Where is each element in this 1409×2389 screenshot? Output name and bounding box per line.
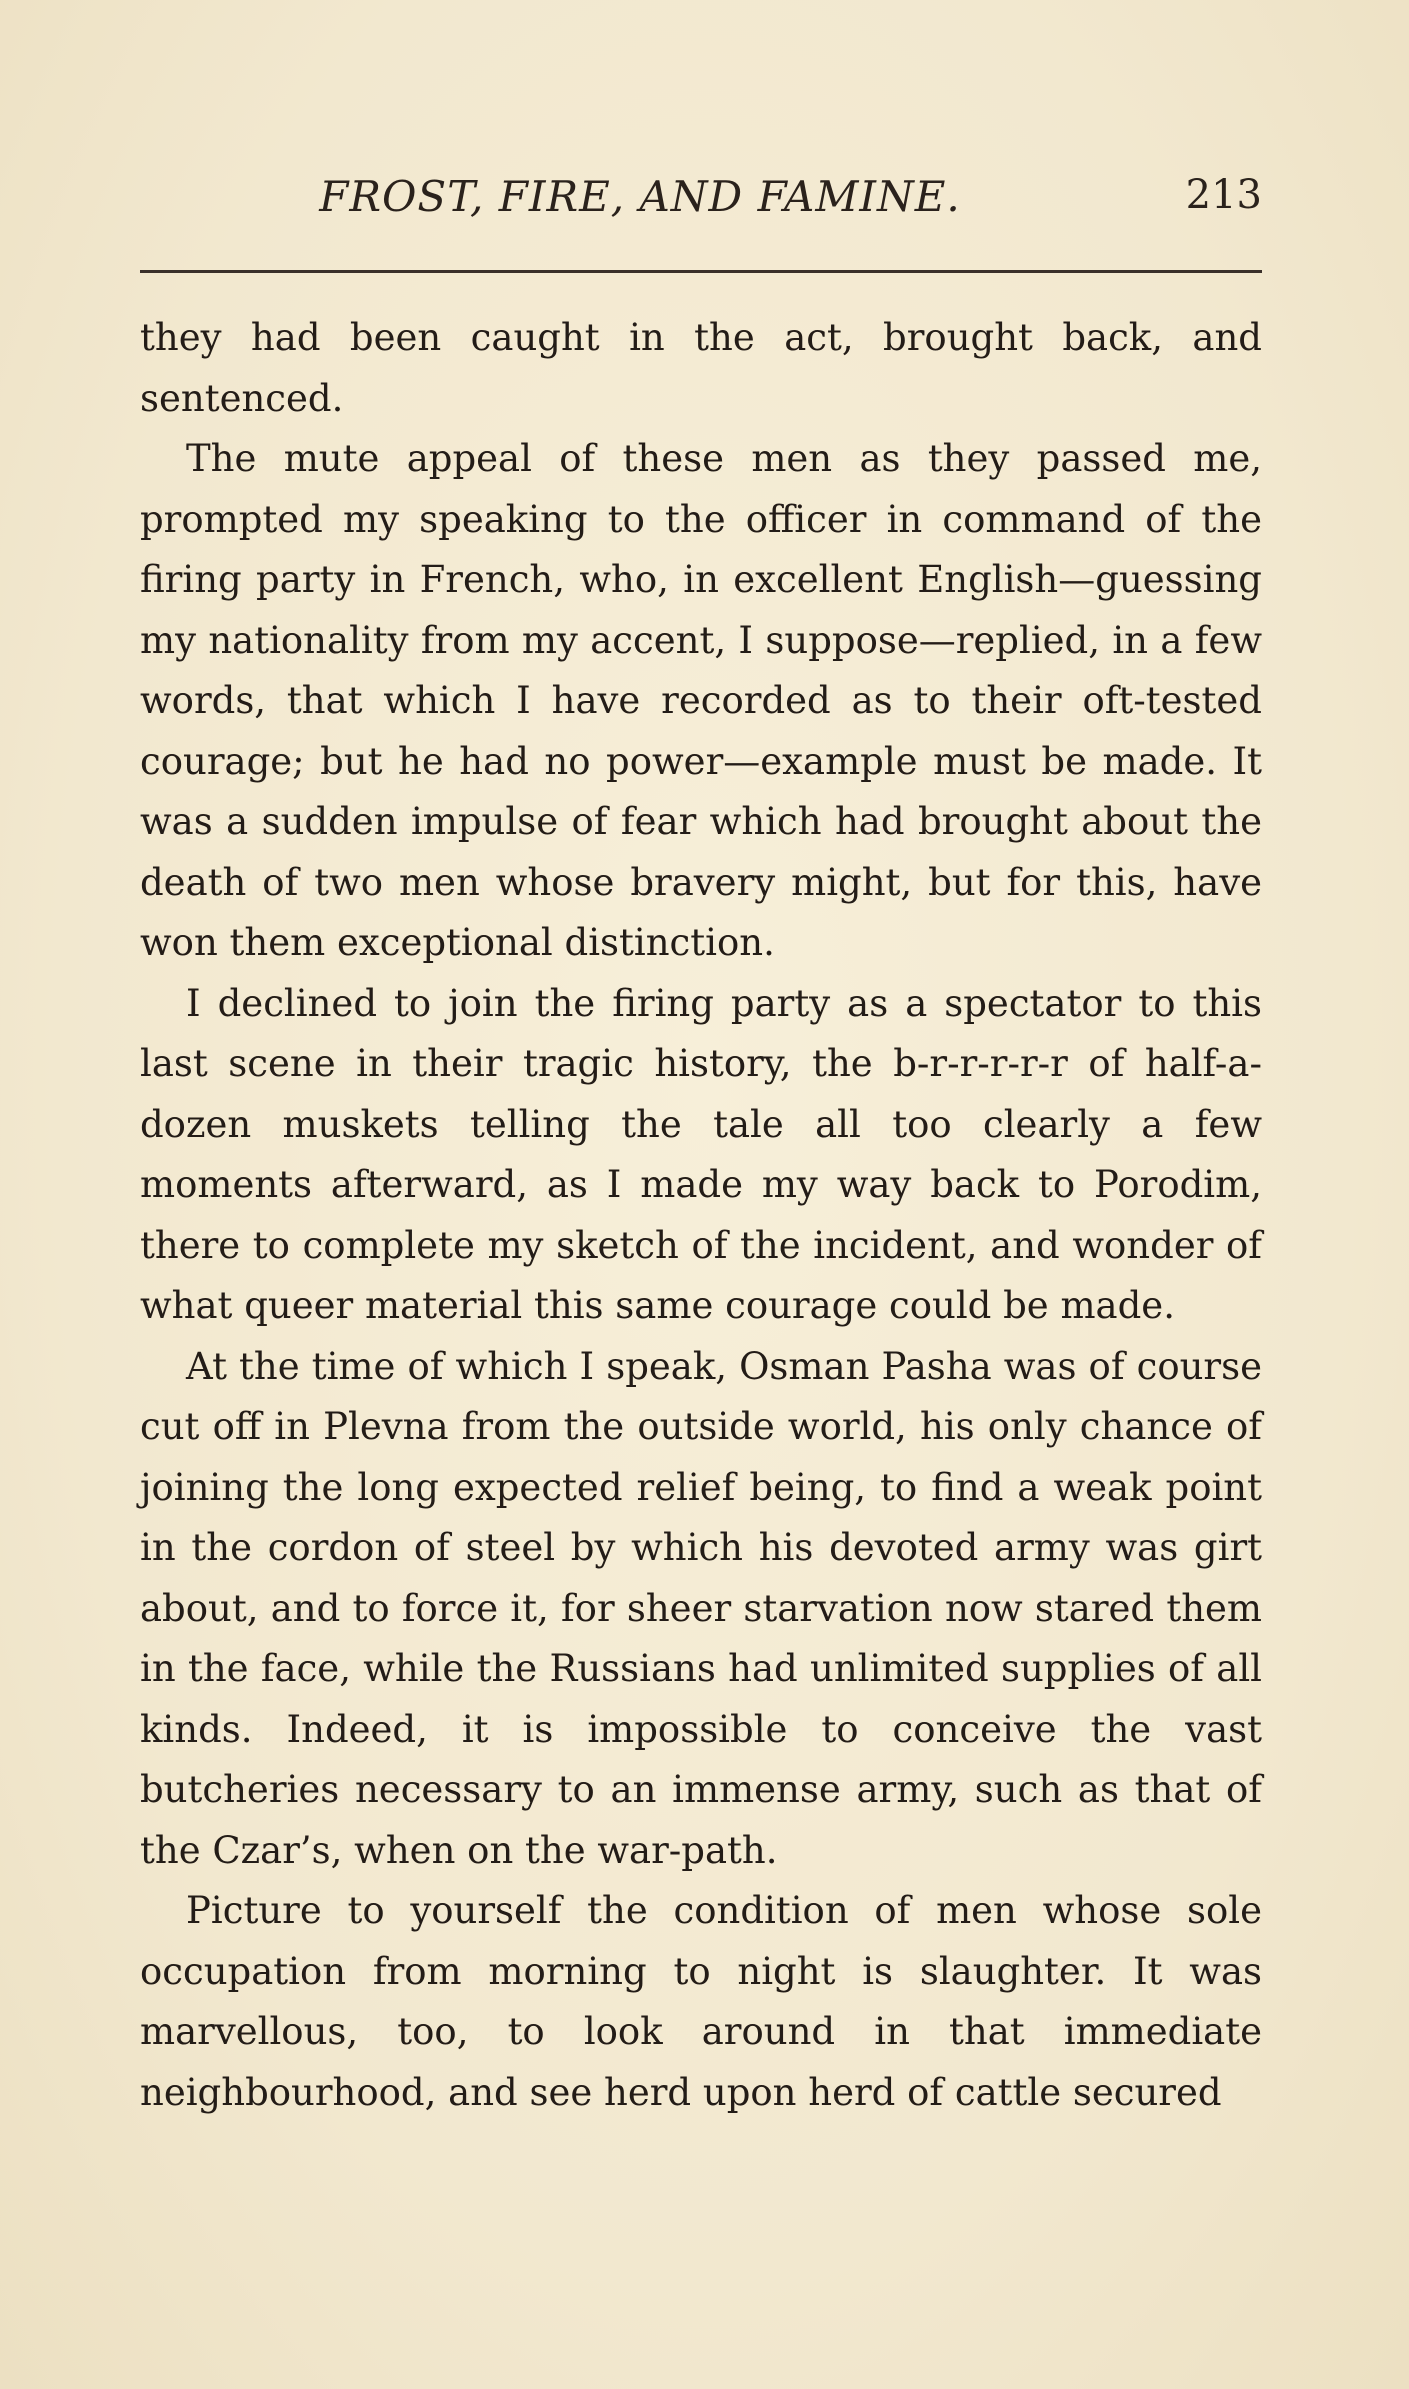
- page-number: 213: [1185, 172, 1262, 218]
- paragraph-continued: they had been caught in the act, brought back, and sentenced.: [140, 316, 1262, 420]
- paragraph: The mute appeal of these men as they passed me, prompted my speaking to the officer in command of the firing party in French, who, in excellent English—guessing my nationality from my accent, I suppose—replied, in a few words, that which I have recorded as to their oft-tested courage; but he had no power—example must be made. It was a sudden impulse of fear which had brought about the death of two men whose bravery might, but for this, have won them exceptional distinction.: [140, 437, 1262, 964]
- running-title: FROST, FIRE, AND FAMINE.: [319, 172, 961, 221]
- paragraph: At the time of which I speak, Osman Pasha was of course cut off in Plevna from the outside world, his only chance of joining the long expected relief being, to find a weak point in the cordon of steel by which his devoted army was girt about, and to force it, for sheer starvation now stared them in the face, while the Russians had unlimited supplies of all kinds. Indeed, it is impossible to conceive the vast butcheries necessary to an immense army, such as that of the Czar’s, when on the war-path.: [140, 1344, 1262, 1872]
- paragraph: Picture to yourself the condition of men whose sole occupation from morning to night is slaughter. It was marvellous, too, to look around in that immediate neighbourhood, and see herd upon herd of cattle secured: [140, 1889, 1262, 2114]
- header-rule: [140, 270, 1262, 273]
- running-head: [140, 172, 1262, 232]
- paragraph: I declined to join the firing party as a spectator to this last scene in their tragic history, the b-r-r-r-r-r of half-a-dozen muskets telling the tale all too clearly a few moments afterward, as I made my way back to Porodim, there to complete my sketch of the incident, and wonder of what queer material this same courage could be made.: [140, 981, 1262, 1327]
- body-text: [140, 308, 1262, 2123]
